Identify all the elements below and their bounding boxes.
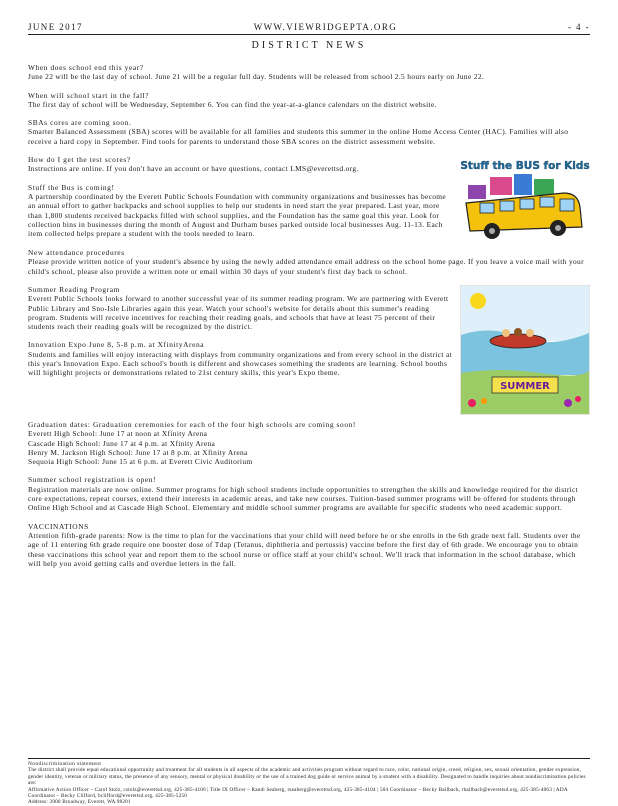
bus-banner-text: Stuff the BUS for Kids (460, 160, 590, 173)
article-vaccinations (28, 522, 590, 568)
article-school-end (28, 63, 590, 82)
footer-heading: Nondiscrimination statement (28, 761, 102, 767)
page-header (28, 22, 590, 35)
article-question: Stuff the Bus is coming! (28, 182, 115, 192)
newsletter-page (28, 22, 590, 577)
article-question: SBAs cores are coming soon. (28, 118, 132, 128)
nondiscrimination-footer (28, 758, 590, 806)
article-body: Smarter Balanced Assessment (SBA) scores will be available for all families and students this summer in the online Home Access Center (HAC). Families will also receive a hard copy in September. Find tools for parents to understand those SBA scores on the district assessment website. (28, 127, 569, 146)
article-sba-scores (28, 118, 590, 146)
article-question: Summer Reading Program (28, 284, 121, 294)
article-body: June 22 will be the last day of school. June 21 will be a regular full day. Students will be released from school 2.5 hours early on June 22. (28, 72, 485, 82)
article-body: A partnership coordinated by the Everett Public Schools Foundation with community organizations and businesses has become an annual effort to gather backpacks and school supplies to help our students in need start the year prepared. Last year, more than 1,800 students received backpacks filled with school supplies, and the Foundation has the same goal this year. Look for collection bins in businesses during the month of August and Durham buses parked outside local businesses Aug. 11-13. Each item collected helps prepare a student with the tools needed to learn. (28, 191, 447, 239)
article-body: Instructions are online. If you don't have an account or have questions, contact LMS@everettsd.org. (28, 164, 359, 174)
article-summer-reading (28, 285, 452, 331)
summer-reading-section (28, 285, 590, 420)
article-stuff-the-bus (28, 183, 452, 239)
page-number: - 4 - (567, 22, 590, 32)
summer-caption: SUMMER (500, 380, 550, 392)
article-question: Summer school registration is open! (28, 475, 157, 485)
article-question: When does school end this year? (28, 63, 144, 72)
issue-date: JUNE 2017 (28, 22, 83, 32)
footer-address: Address: 3900 Broadway, Everett, WA 98201 (28, 799, 131, 806)
article-body: Please provide written notice of your student's absence by using the newly added attendance email address on the school home page. If you leave a voice mail with your child's school, please also provide a written note or email within 30 days of your student's first day back to school. (28, 257, 584, 276)
article-test-scores (28, 155, 452, 174)
article-question: VACCINATIONS (28, 521, 89, 531)
article-body: Registration materials are now online. Summer programs for high school students include opportunities to strengthen the skills and knowledge required for the district core expectations, repeat courses, extend their interests in academic areas, and take new courses. Tuition-based summer programs will be offered for students through Online High School and at Cascade High School. Elementary and middle school summer programs are available for specific students who need academic support. (28, 484, 579, 513)
website-link[interactable]: WWW.VIEWRIDGEPTA.ORG (253, 22, 398, 32)
article-body: The first day of school will be Wednesday, September 6. You can find the year-at-a-glance calendars on the district website. (28, 99, 437, 109)
stuff-the-bus-section (28, 155, 590, 248)
footer-body: The district shall provide equal educational opportunity and treatment for all students in all aspects of the academic and activities program without regard to race, color, national origin, creed, religion, sex, sexual orientation, gender expression, gender identity, veteran or military status, the presence of any sensory, mental or physical disability or the use of a trained dog guide or service animal by a student with a disability. Designated to handle inquiries about nondiscrimination policies are: (28, 767, 586, 787)
article-question: Graduation dates: Graduation ceremonies for each of the four high schools are coming soon! (28, 419, 356, 429)
article-body: Students and families will enjoy interacting with displays from community organizations and from every school in the district at this year's Innovation Expo. Each school's booth is different and showcases something the students are learning. School booths will highlight projects or demonstrations related to 21st century skills, this year's Expo theme. (28, 349, 452, 378)
summer-reading-drawing (460, 285, 590, 420)
article-summer-school (28, 475, 590, 512)
article-question: When will school start in the fall? (28, 90, 150, 100)
article-body: Everett Public Schools looks forward to another successful year of its summer reading program. We are partnering with Everett Public Library and Sno-Isle Libraries again this year. Watch your school's website for details about this summer's reading program. Students will receive incentives for reaching their reading goals, and schools that have at least 75 percent of their students reach their reading goals will be recognized by the district. (28, 294, 449, 332)
article-question: How do I get the test scores? (28, 155, 131, 165)
article-school-start (28, 91, 590, 110)
footer-contacts: Affirmative Action Officer – Carol Stolz, cstolz@everettsd.org, 425-385-4106 | Title IX Officer – Randi Seaberg, rseaberg@everettsd.org, 425-385-4104 | 504 Coordinator – Becky Ballbach, rballbach@everettsd.org, 425-385-4063 | ADA Coordinator – Becky Clifford, bclifford@everettsd.org, 425-385-5250 (28, 786, 568, 800)
article-graduation (28, 420, 590, 466)
article-innovation-expo (28, 340, 452, 377)
section-title: DISTRICT NEWS (251, 40, 367, 51)
graduation-line: Cascade High School: June 17 at 4 p.m. at Xfinity Arena (28, 438, 216, 448)
article-question: Innovation Expo June 8, 5-8 p.m. at XfinityArena (28, 340, 205, 350)
graduation-line: Henry M. Jackson High School: June 17 at 8 p.m. at Xfinity Arena (28, 447, 248, 457)
school-bus-illustration (460, 155, 590, 248)
article-body: Attention fifth-grade parents: Now is the time to plan for the vaccinations that your child will need before he or she enrolls in the 6th grade next fall. Students over the age of 11 entering 6th grade require one booster dose of Tdap (Tetanus, diphtheria and pertussis) vaccine before the first day of 6th grade. We encourage you to obtain these vaccinations this school year and report them to the school nurse or office staff at your child's school. We'll track that information in the school database, which will help you avoid getting calls and overdue letters in the fall. (28, 530, 581, 568)
article-question: New attendance procedures (28, 248, 125, 258)
graduation-line: Everett High School: June 17 at noon at Xfinity Arena (28, 429, 208, 439)
graduation-line: Sequoia High School: June 15 at 6 p.m. at Everett Civic Auditorium (28, 457, 253, 467)
article-attendance (28, 248, 590, 276)
